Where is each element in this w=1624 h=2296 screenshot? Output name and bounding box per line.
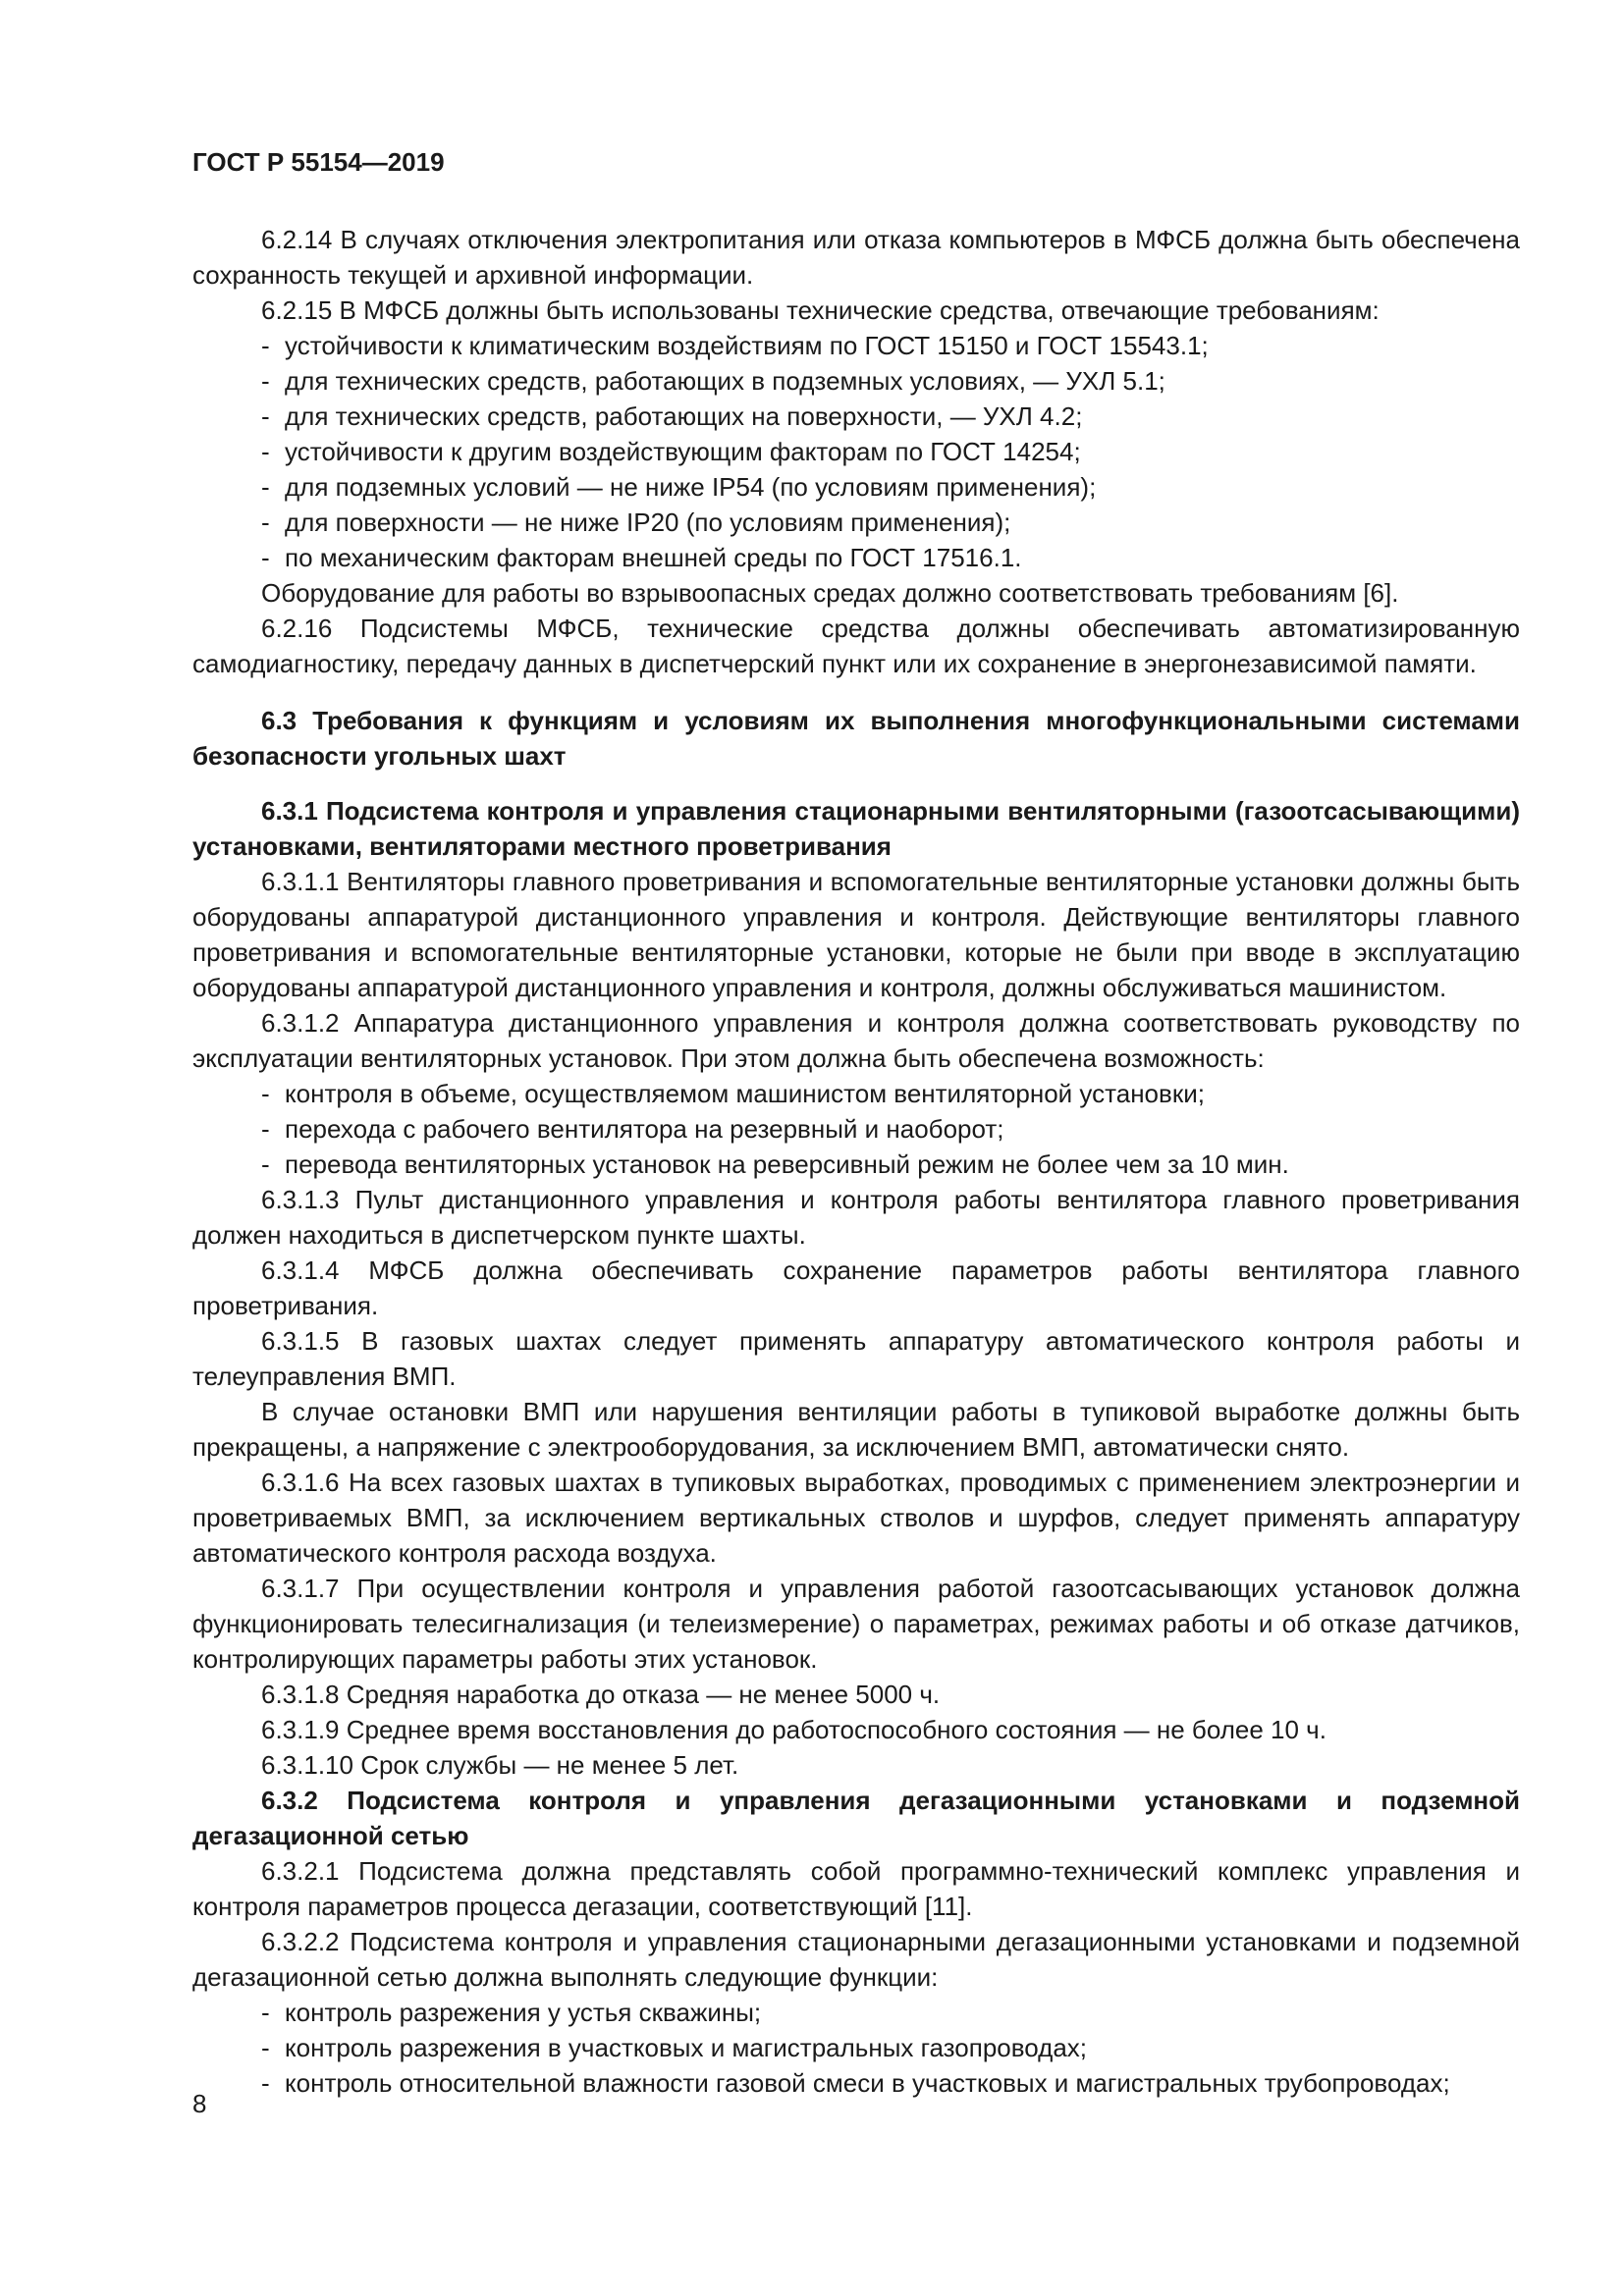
list-item: - для поверхности — не ниже IP20 (по условиям применения); bbox=[261, 507, 1011, 537]
paragraph-6-2-15: 6.2.15 В МФСБ должны быть использованы технические средства, отвечающие требованиям: bbox=[261, 295, 1380, 325]
paragraph-6-3-1-1: 6.3.1.1 Вентиляторы главного проветривания и вспомогательные вентиляторные установки должны быть оборудованы аппаратурой дистанционного управления и контроля. Действующие вентиляторы главного проветривания и вспомогательные вентиляторные установки, которые не были при вводе в эксплуатацию оборудованы аппаратурой дистанционного управления и контроля, должны обслуживаться машинистом. bbox=[192, 867, 1520, 1002]
list-6-3-1-2 bbox=[192, 1076, 1520, 1182]
paragraph-6-3-1-10: 6.3.1.10 Срок службы — не менее 5 лет. bbox=[261, 1750, 739, 1780]
list-6-3-2-2 bbox=[192, 1995, 1520, 2101]
list-item: - перехода с рабочего вентилятора на резервный и наоборот; bbox=[261, 1114, 1004, 1144]
paragraph-equipment: Оборудование для работы во взрывоопасных средах должно соответствовать требованиям [6]. bbox=[261, 578, 1399, 608]
list-item: - контроль относительной влажности газовой смеси в участковых и магистральных трубопроводах; bbox=[261, 2068, 1450, 2098]
list-item: - устойчивости к другим воздействующим факторам по ГОСТ 14254; bbox=[261, 437, 1081, 466]
paragraph-6-3-1-7: 6.3.1.7 При осуществлении контроля и управления работой газоотсасывающих установок должна функционировать телесигнализация (и телеизмерение) о параметрах, режимах работы и об отказе датчиков, контролирующих параметры работы этих установок. bbox=[192, 1574, 1520, 1674]
section-heading-6-3: 6.3 Требования к функциям и условиям их выполнения многофункциональными системами безопасности угольных шахт bbox=[192, 706, 1520, 771]
document-body bbox=[192, 222, 1520, 2101]
list-item: - для подземных условий — не ниже IP54 (по условиям применения); bbox=[261, 472, 1097, 502]
document-header: ГОСТ Р 55154—2019 bbox=[192, 147, 445, 177]
paragraph-6-3-1-3: 6.3.1.3 Пульт дистанционного управления и контроля работы вентилятора главного проветривания должен находиться в диспетчерском пункте шахты. bbox=[192, 1185, 1520, 1250]
list-item: - устойчивости к климатическим воздействиям по ГОСТ 15150 и ГОСТ 15543.1; bbox=[261, 331, 1209, 360]
paragraph-6-3-1-9: 6.3.1.9 Среднее время восстановления до работоспособного состояния — не более 10 ч. bbox=[261, 1715, 1326, 1744]
list-item: - контроля в объеме, осуществляемом машинистом вентиляторной установки; bbox=[261, 1079, 1205, 1108]
list-item: - перевода вентиляторных установок на реверсивный режим не более чем за 10 мин. bbox=[261, 1149, 1289, 1179]
list-item: - контроль разрежения в участковых и магистральных газопроводах; bbox=[261, 2033, 1088, 2062]
paragraph-6-3-1-5: 6.3.1.5 В газовых шахтах следует применять аппаратуру автоматического контроля работы и телеуправления ВМП. bbox=[192, 1326, 1520, 1391]
paragraph-6-3-1-2: 6.3.1.2 Аппаратура дистанционного управления и контроля должна соответствовать руководству по эксплуатации вентиляторных установок. При этом должна быть обеспечена возможность: bbox=[192, 1008, 1520, 1073]
paragraph-6-3-2-1: 6.3.2.1 Подсистема должна представлять собой программно-технический комплекс управления и контроля параметров процесса дегазации, соответствующий [11]. bbox=[192, 1856, 1520, 1921]
paragraph-vmp-stop: В случае остановки ВМП или нарушения вентиляции работы в тупиковой выработке должны быть прекращены, а напряжение с электрооборудования, за исключением ВМП, автоматически снято. bbox=[192, 1397, 1520, 1462]
list-item: - по механическим факторам внешней среды по ГОСТ 17516.1. bbox=[261, 543, 1022, 572]
list-6-2-15 bbox=[192, 328, 1520, 575]
paragraph-6-2-14: 6.2.14 В случаях отключения электропитания или отказа компьютеров в МФСБ должна быть обеспечена сохранность текущей и архивной информации. bbox=[192, 225, 1520, 290]
paragraph-6-2-16: 6.2.16 Подсистемы МФСБ, технические средства должны обеспечивать автоматизированную самодиагностику, передачу данных в диспетчерский пункт или их сохранение в энергонезависимой памяти. bbox=[192, 614, 1520, 678]
list-item: - для технических средств, работающих на поверхности, — УХЛ 4.2; bbox=[261, 401, 1083, 431]
page-number: 8 bbox=[192, 2089, 207, 2118]
paragraph-6-3-1-4: 6.3.1.4 МФСБ должна обеспечивать сохранение параметров работы вентилятора главного проветривания. bbox=[192, 1255, 1520, 1320]
subsection-heading-6-3-1: 6.3.1 Подсистема контроля и управления стационарными вентиляторными (газоотсасывающими) установками, вентиляторами местного проветривания bbox=[192, 796, 1520, 861]
list-item: - для технических средств, работающих в подземных условиях, — УХЛ 5.1; bbox=[261, 366, 1165, 396]
subsection-heading-6-3-2: 6.3.2 Подсистема контроля и управления дегазационными установками и подземной дегазационной сетью bbox=[192, 1786, 1520, 1850]
paragraph-6-3-1-6: 6.3.1.6 На всех газовых шахтах в тупиковых выработках, проводимых с применением электроэнергии и проветриваемых ВМП, за исключением вертикальных стволов и шурфов, следует применять аппаратуру автоматического контроля расхода воздуха. bbox=[192, 1468, 1520, 1568]
paragraph-6-3-1-8: 6.3.1.8 Средняя наработка до отказа — не менее 5000 ч. bbox=[261, 1680, 941, 1709]
paragraph-6-3-2-2: 6.3.2.2 Подсистема контроля и управления стационарными дегазационными установками и подземной дегазационной сетью должна выполнять следующие функции: bbox=[192, 1927, 1520, 1992]
list-item: - контроль разрежения у устья скважины; bbox=[261, 1998, 762, 2027]
